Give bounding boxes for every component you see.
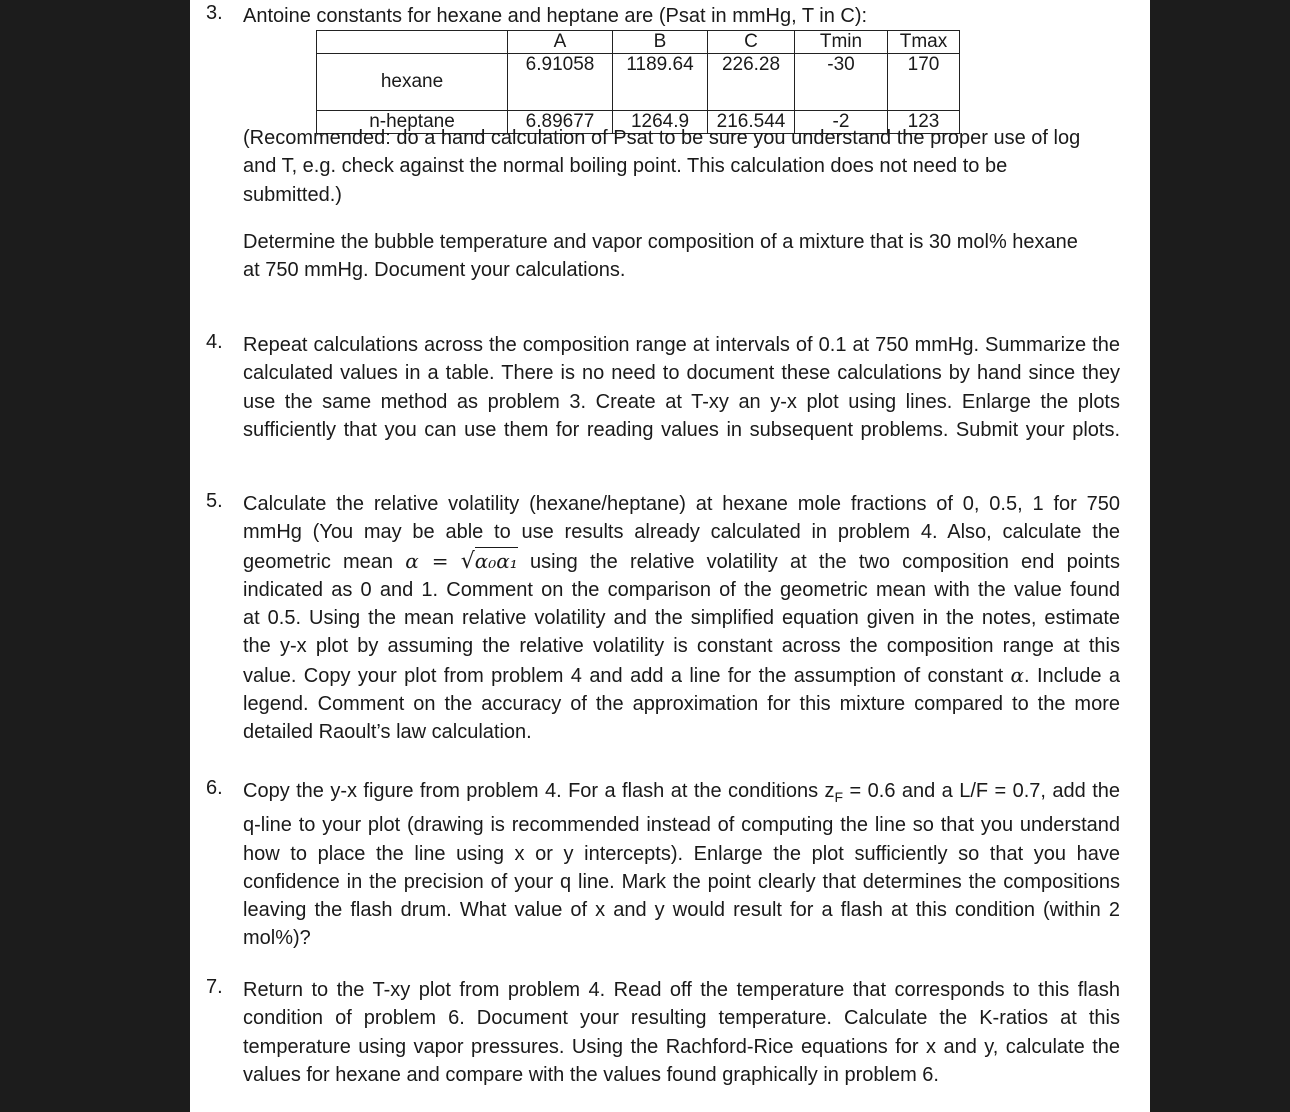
table-cell: 170 [888, 54, 960, 111]
text-line: indicated as 0 and 1. Comment on the comparison of the geometric mean with the value found [243, 578, 1120, 601]
question-3-heading: Antoine constants for hexane and heptane are (Psat in mmHg, T in C): [243, 5, 868, 27]
text-line: submitted.) [243, 183, 342, 206]
square-root-formula: √α₀α₁ [460, 548, 518, 574]
text-line: sufficiently that you can use them for reading values in subsequent problems. Submit your plots. [243, 418, 1120, 441]
table-cell: 1189.64 [613, 54, 708, 111]
text-line: Repeat calculations across the composition range at intervals of 0.1 at 750 mmHg. Summarize the [243, 334, 1120, 356]
text-line: mol%)? [243, 927, 311, 950]
table-header-cell: A [508, 31, 613, 54]
text-line: Determine the bubble temperature and vapor composition of a mixture that is 30 mol% hexane [243, 231, 1078, 253]
table-cell: -30 [795, 54, 888, 111]
text-line: values for hexane and compare with the values found graphically in problem 6. [243, 1063, 939, 1086]
text-line: at 750 mmHg. Document your calculations. [243, 259, 626, 282]
table-header-cell: C [708, 31, 795, 54]
text-line: condition of problem 6. Document your resulting temperature. Calculate the K-ratios at this [243, 1007, 1120, 1030]
text-line: temperature using vapor pressures. Using the Rachford-Rice equations for x and y, calculate the [243, 1035, 1120, 1058]
table-cell: 1264.9 [613, 111, 708, 134]
text-line: detailed Raoult’s law calculation. [243, 721, 532, 744]
text-line: and T, e.g. check against the normal boiling point. This calculation does not need to be [243, 155, 1008, 178]
question-number: 4. [206, 331, 223, 353]
table-header-empty [317, 31, 508, 54]
text-line: legend. Comment on the accuracy of the approximation for this mixture compared to the more [243, 693, 1120, 716]
table-cell: 123 [888, 111, 960, 134]
table-cell-name: n-heptane [317, 111, 508, 134]
text-line: use the same method as problem 3. Create at T-xy an y-x plot using lines. Enlarge the plots [243, 390, 1120, 413]
subscript-f: F [834, 789, 844, 805]
question-number: 7. [206, 976, 223, 998]
text-line-with-symbol: value. Copy your plot from problem 4 and add a line for the assumption of constant α. Include a [243, 662, 1120, 687]
table-cell: -2 [795, 111, 888, 134]
text-line: q-line to your plot (drawing is recommended instead of computing the line so that you understand [243, 814, 1120, 837]
text-line: mmHg (You may be able to use results already calculated in problem 4. Also, calculate the [243, 521, 1120, 544]
alpha-formula: α = [405, 548, 449, 573]
text-line: (Recommended: do a hand calculation of Psat to be sure you understand the proper use of log [243, 127, 1081, 149]
question-number: 6. [206, 777, 223, 799]
table-cell: 6.89677 [508, 111, 613, 134]
table-cell: 226.28 [708, 54, 795, 111]
table-header-cell: B [613, 31, 708, 54]
table-header-cell: Tmin [795, 31, 888, 54]
antoine-constants-table [316, 30, 960, 134]
alpha-symbol: α [1010, 662, 1025, 687]
table-cell-name: hexane [317, 54, 508, 111]
text-line: at 0.5. Using the mean relative volatility and the simplified equation given in the notes, estimate [243, 607, 1120, 630]
table-header-row [317, 31, 960, 54]
table-header-cell: Tmax [888, 31, 960, 54]
question-number: 5. [206, 490, 223, 512]
table-cell: 216.544 [708, 111, 795, 134]
text-line: Return to the T-xy plot from problem 4. Read off the temperature that corresponds to this flash [243, 979, 1120, 1001]
question-number: 3. [206, 2, 223, 24]
text-line-with-formula: geometric mean α = √α₀α₁ using the relative volatility at the two composition end points [243, 547, 1120, 576]
text-line: leaving the flash drum. What value of x and y would result for a flash at this condition (within 2 [243, 899, 1120, 922]
text-line: confidence in the precision of your q line. Mark the point clearly that determines the compositions [243, 870, 1120, 893]
document-page [190, 0, 1150, 1112]
table-row [317, 54, 960, 111]
text-line: Calculate the relative volatility (hexane/heptane) at hexane mole fractions of 0, 0.5, 1 for 750 [243, 493, 1120, 515]
table-cell: 6.91058 [508, 54, 613, 111]
text-line: how to place the line using x or y intercepts). Enlarge the plot sufficiently so that you have [243, 842, 1120, 865]
text-line: the y-x plot by assuming the relative volatility is constant across the composition range at this [243, 635, 1120, 658]
text-line-with-subscript: Copy the y-x figure from problem 4. For a flash at the conditions $z_F = 0.6$ and a L/F = 0.7, add the [243, 780, 1121, 805]
text-line: calculated values in a table. There is no need to document these calculations by hand since they [243, 362, 1120, 385]
